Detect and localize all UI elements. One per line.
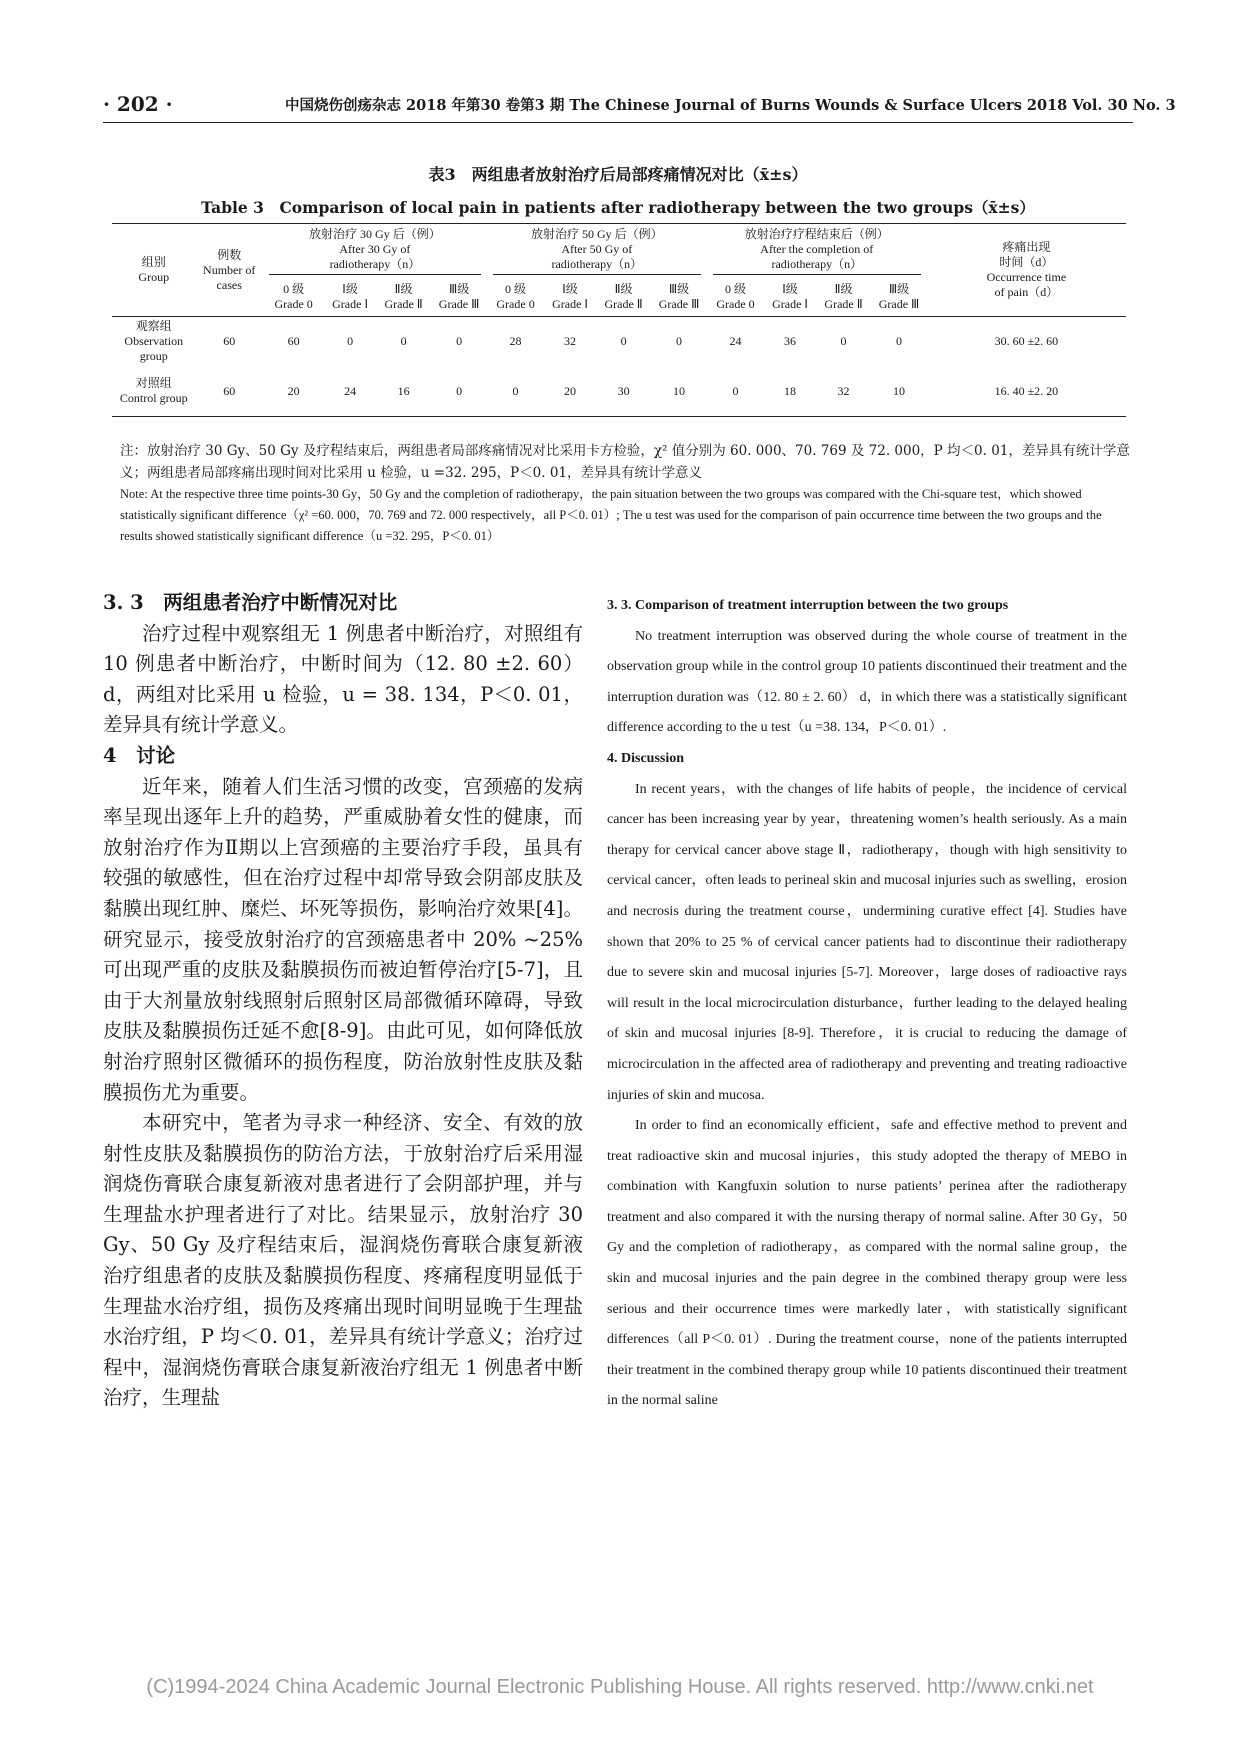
section-heading-3-3-en: 3. 3. Comparison of treatment interruption between the two groups <box>607 598 1009 613</box>
paragraph-cn: 本研究中，笔者为寻求一种经济、安全、有效的放射性皮肤及黏膜损伤的防治方法，于放射治疗后采用湿润烧伤膏联合康复新液对患者进行了会阴部护理，并与生理盐水护理者进行了对比。结果显示，放射治疗 30 Gy、50 Gy 及疗程结束后，湿润烧伤膏联合康复新液治疗组患者的皮肤及黏膜损伤程度、疼痛程度明显低于生理盐水治疗组，损伤及疼痛出现时间明显晚于生理盐水治疗组，P 均＜0. 01，差异具有统计学意义；治疗过程中，湿润烧伤膏联合康复新液治疗组无 1 例患者中断治疗，生理盐 <box>103 1111 583 1410</box>
english-column <box>607 591 1127 1417</box>
grade-header: Ⅲ级 Grade Ⅲ <box>871 279 926 317</box>
grade-header: Ⅰ级 Grade Ⅰ <box>544 279 596 317</box>
table-caption-cn: 表3 两组患者放射治疗后局部疼痛情况对比（x̄±s） <box>428 165 808 184</box>
header-occurrence-time: 疼痛出现 时间（d） Occurrence time of pain（d） <box>927 224 1126 317</box>
grade-header: Ⅰ级 Grade Ⅰ <box>764 279 816 317</box>
grade-header: Ⅲ级 Grade Ⅲ <box>651 279 706 317</box>
header-period-50gy: 放射治疗 50 Gy 后（例） After 50 Gy of radiotherapy（n） <box>487 224 707 279</box>
grade-header: 0 级 Grade 0 <box>707 279 764 317</box>
copyright-footer: (C)1994-2024 China Academic Journal Electronic Publishing House. All rights reserved. http://www.cnki.net <box>146 1676 1094 1698</box>
grade-header: Ⅱ级 Grade Ⅱ <box>376 279 431 317</box>
table-row: 观察组 Observation group 60 60 0 0 0 28 32 0 0 24 36 0 0 30. 60 ±2. 60 <box>124 319 1059 364</box>
grade-header: Ⅲ级 Grade Ⅲ <box>431 279 486 317</box>
table-row: 对照组 Control group 60 20 24 16 0 0 20 30 10 0 18 32 10 16. 40 ±2. 20 <box>112 367 1126 417</box>
grade-header: Ⅱ级 Grade Ⅱ <box>816 279 871 317</box>
section-heading-4-cn: 4 讨论 <box>103 743 176 767</box>
chinese-column <box>103 588 583 1414</box>
table-3 <box>112 223 1126 417</box>
paragraph-en: In order to find an economically efficient，safe and effective method to prevent and treat radioactive skin and mucosal injuries，this study adopted the therapy of MEBO in combination with Kangfuxin solution to nurse patients’ perinea after the radiotherapy treatment and also compared it with the nursing therapy of normal saline. After 30 Gy，50 Gy and the completion of radiotherapy，as compared with the normal saline group，the skin and mucosal injuries and the pain degree in the combined therapy group were less serious and their occurrence times were markedly later，with statistically significant differences（all P＜0. 01）. During the treatment course，none of the patients interrupted their treatment in the combined therapy group while 10 patients discontinued their treatment in the normal saline <box>607 1118 1127 1409</box>
grade-header: 0 级 Grade 0 <box>263 279 324 317</box>
page-number: · 202 · <box>103 92 173 116</box>
header-period-completion: 放射治疗疗程结束后（例） After the completion of radiotherapy（n） <box>707 224 927 279</box>
header-rule <box>103 122 1133 123</box>
grade-header: 0 级 Grade 0 <box>487 279 544 317</box>
grade-header: Ⅱ级 Grade Ⅱ <box>596 279 651 317</box>
header-cases: 例数 Number of cases <box>196 224 263 317</box>
section-heading-3-3-cn: 3. 3 两组患者治疗中断情况对比 <box>103 591 398 614</box>
table-caption-en: Table 3 Comparison of local pain in patients after radiotherapy between the two groups（x̄±s） <box>201 198 1035 217</box>
table-note-en: Note: At the respective three time points-30 Gy，50 Gy and the completion of radiotherapy，the pain situation between the two groups was compared with the Chi-square test，which showed statistically significant difference（χ² =60. 000，70. 769 and 72. 000 respectively，all P＜0. 01）; The u test was used for the comparison of pain occurrence time between the two groups and the results showed statistically significant difference（u =32. 295，P＜0. 01） <box>120 487 1102 543</box>
header-period-30gy: 放射治疗 30 Gy 后（例） After 30 Gy of radiotherapy（n） <box>263 224 487 279</box>
paragraph-cn: 治疗过程中观察组无 1 例患者中断治疗，对照组有 10 例患者中断治疗，中断时间为（12. 80 ±2. 60） d，两组对比采用 u 检验，u = 38. 134，P＜0. 01，差异具有统计学意义。 <box>103 621 583 737</box>
table-note-cn: 注：放射治疗 30 Gy、50 Gy 及疗程结束后，两组患者局部疼痛情况对比采用卡方检验，χ² 值分别为 60. 000、70. 769 及 72. 000，P 均＜0. 01，差异具有统计学意义；两组患者局部疼痛出现时间对比采用 u 检验，u =32. 295，P＜0. 01，差异具有统计学意义 <box>120 443 1130 481</box>
paragraph-en: In recent years，with the changes of life habits of people，the incidence of cervical cancer has been increasing year by year，threatening women’s health seriously. As a main therapy for cervical cancer above stage Ⅱ，radiotherapy，though with high sensitivity to cervical cancer，often leads to perineal skin and mucosal injuries such as swelling，erosion and necrosis during the treatment course，undermining curative effect [4]. Studies have shown that 20% to 25 % of cervical cancer patients had to discontinue their radiotherapy due to severe skin and mucosal injuries [5-7]. Moreover，large doses of radioactive rays will result in the local microcirculation disturbance，further leading to the delayed healing of skin and mucosal injuries [8-9]. Therefore，it is crucial to reducing the damage of microcirculation in the affected area of radiotherapy and preventing and treating radioactive injuries of skin and mucosa. <box>607 781 1127 1103</box>
section-heading-4-en: 4. Discussion <box>607 750 685 766</box>
grade-header: Ⅰ级 Grade Ⅰ <box>324 279 376 317</box>
paragraph-en: No treatment interruption was observed during the whole course of treatment in the observation group while in the control group 10 patients discontinued their treatment and the interruption duration was（12. 80 ± 2. 60） d，in which there was a statistically significant difference according to the u test（u =38. 134，P＜0. 01）. <box>607 628 1127 736</box>
header-group: 组别 Group <box>112 224 196 317</box>
paragraph-cn: 近年来，随着人们生活习惯的改变，宫颈癌的发病率呈现出逐年上升的趋势，严重威胁着女性的健康，而放射治疗作为Ⅱ期以上宫颈癌的主要治疗手段，虽具有较强的敏感性，但在治疗过程中却常导致会阴部皮肤及黏膜出现红肿、糜烂、坏死等损伤，影响治疗效果[4]。研究显示，接受放射治疗的宫颈癌患者中 20% ~25%可出现严重的皮肤及黏膜损伤而被迫暂停治疗[5-7]，且由于大剂量放射线照射后照射区局部微循环障碍，导致皮肤及黏膜损伤迁延不愈[8-9]。由此可见，如何降低放射治疗照射区微循环的损伤程度，防治放射性皮肤及黏膜损伤尤为重要。 <box>103 774 583 1104</box>
running-header: 中国烧伤创疡杂志 2018 年第30 卷第3 期 The Chinese Journal of Burns Wounds & Surface Ulcers 2018 Vol. 30 No. 3 <box>285 97 1176 114</box>
